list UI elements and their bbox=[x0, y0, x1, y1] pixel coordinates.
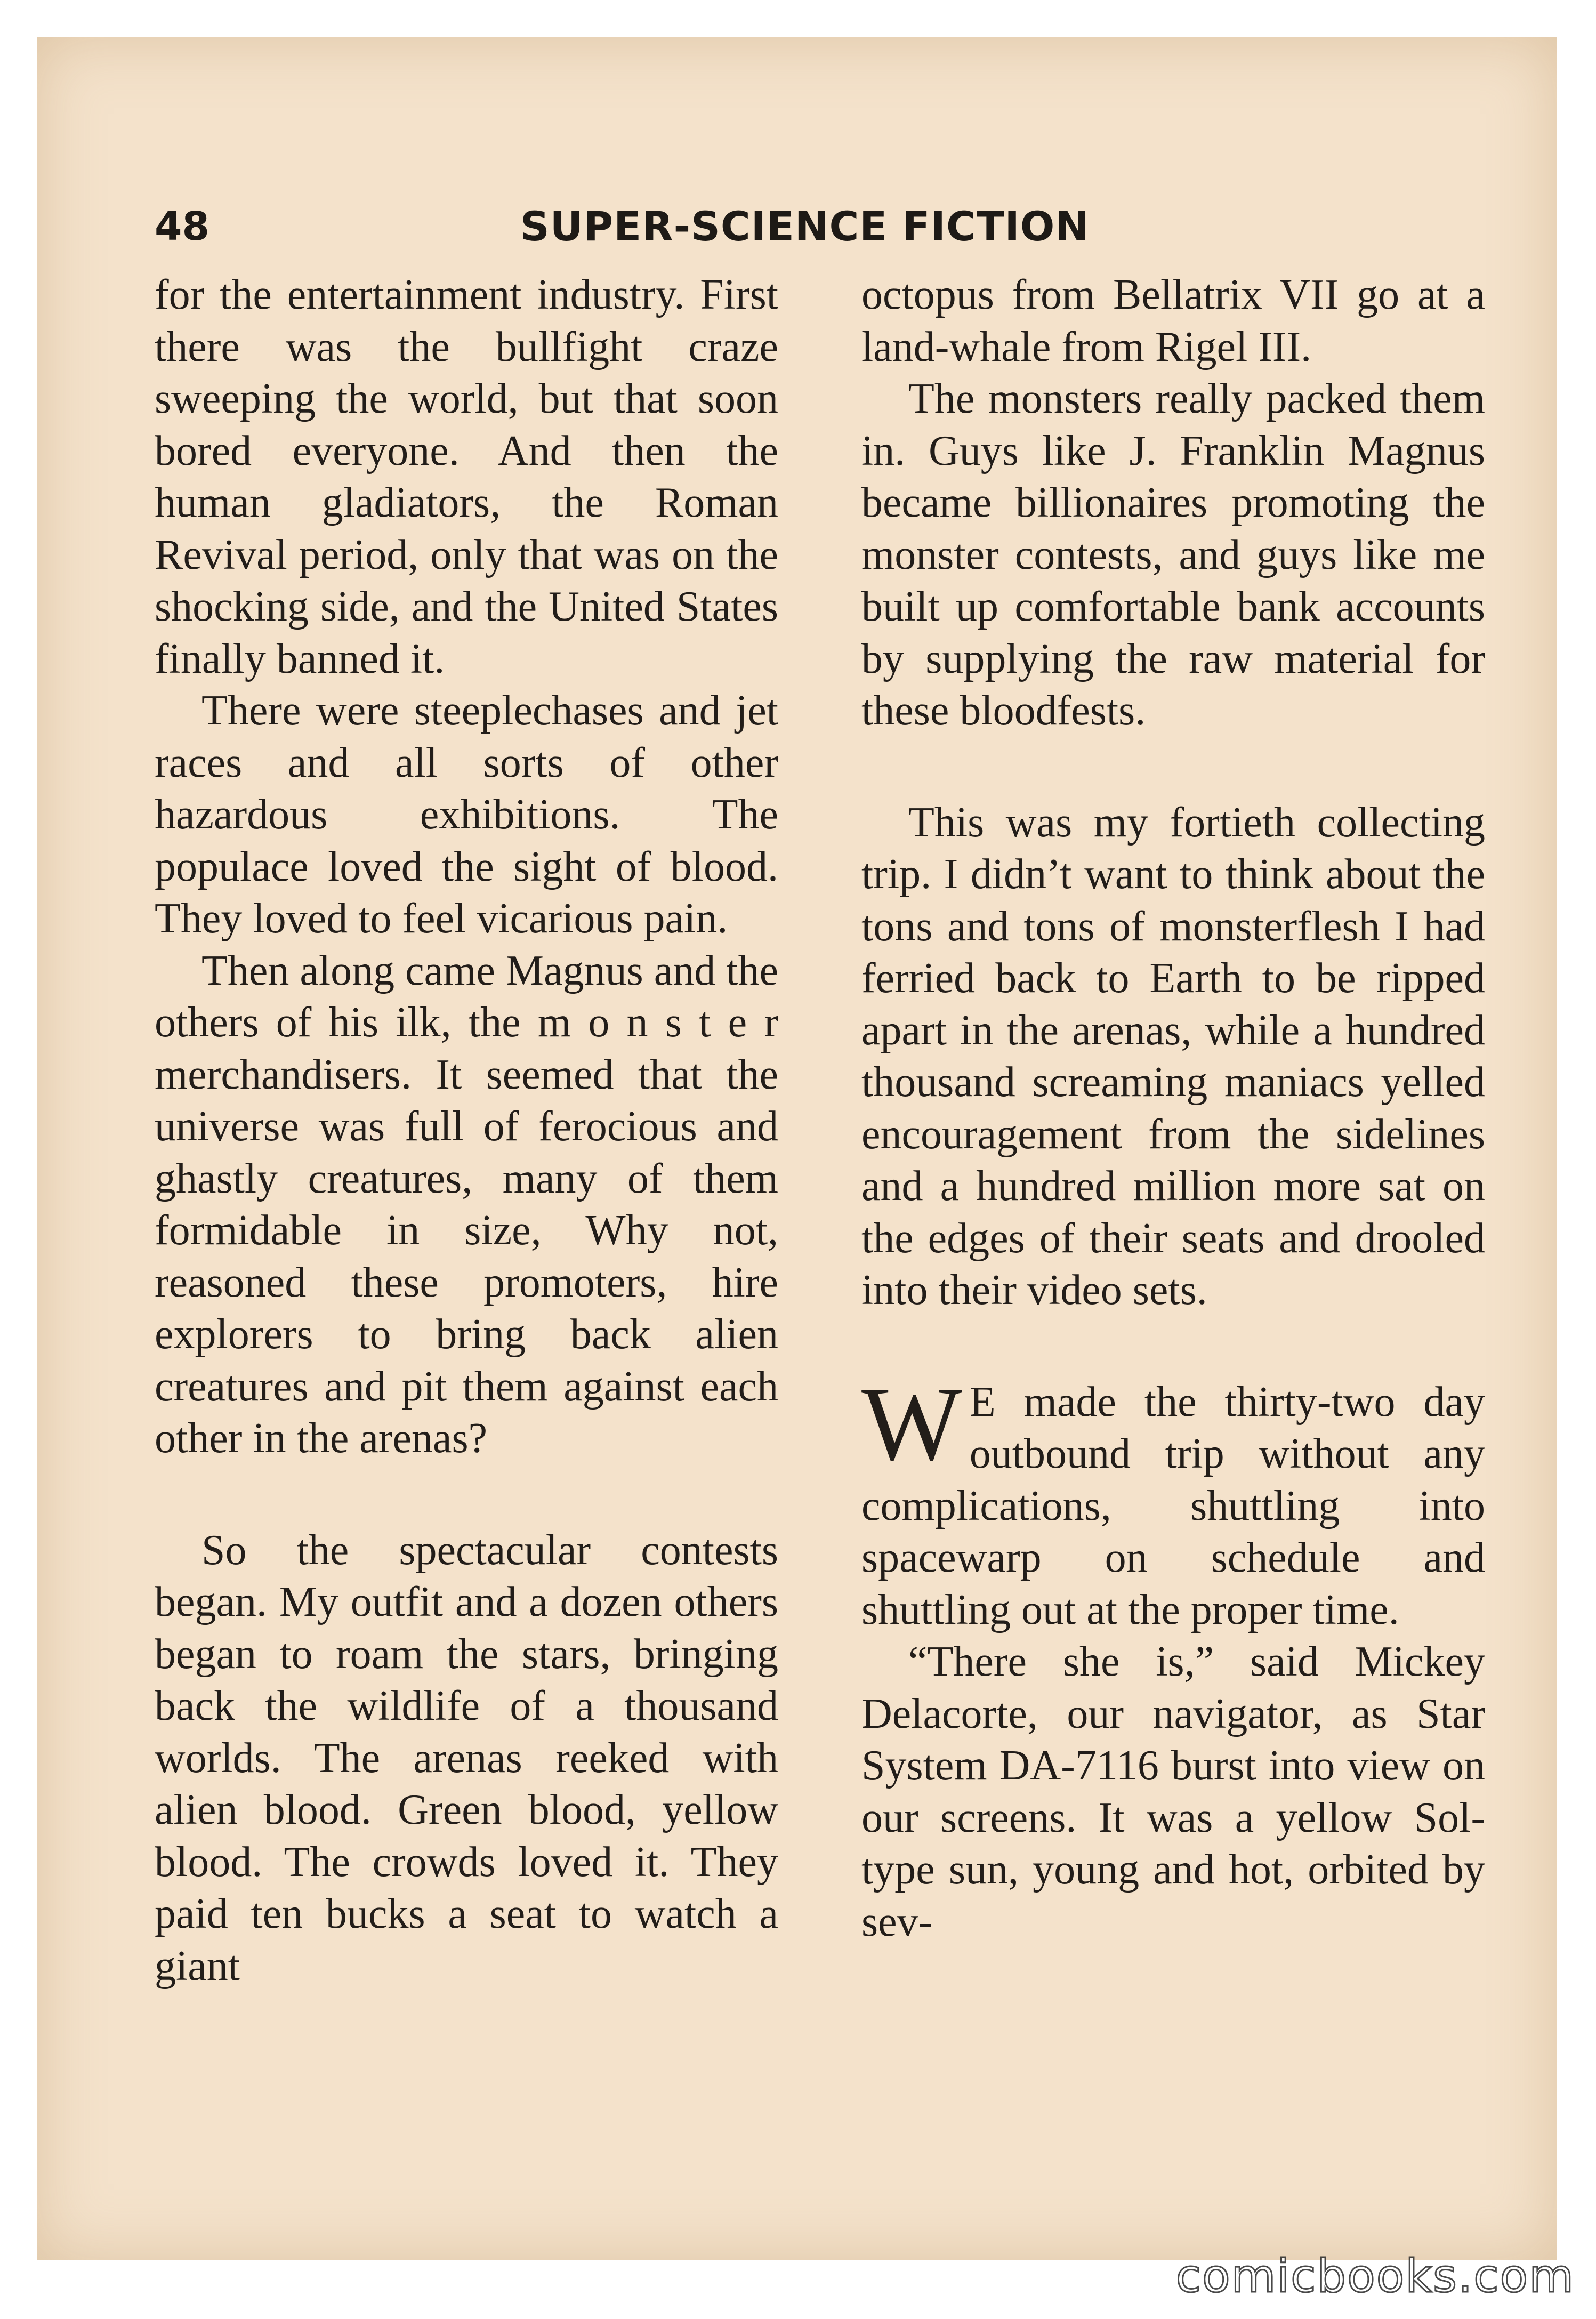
page-number: 48 bbox=[155, 204, 209, 249]
paragraph: The monsters really packed them in. Guys like J. Franklin Magnus became billionaires promoting the monster contests, and guys like me built up comfortable bank accounts by supplying the raw material for these bloodfests. bbox=[861, 375, 1485, 734]
paragraph: octopus from Bellatrix VII go at a land-whale from Rigel III. bbox=[861, 271, 1485, 371]
watermark: comicbooks.com bbox=[1175, 2250, 1575, 2303]
paragraph: for the entertainment industry. First there was the bullfight craze sweeping the world, but that soon bored everyone. And then the human gladiators, the Roman Revival period, only that was on the shocking side, and the United States finally banned it. bbox=[155, 271, 778, 682]
page-header bbox=[155, 197, 1455, 256]
running-title: SUPER-SCIENCE FICTION bbox=[520, 203, 1090, 250]
right-column bbox=[861, 269, 1485, 2178]
left-column bbox=[155, 269, 778, 2178]
section-opening-paragraph bbox=[861, 1365, 1485, 1637]
paragraph: So the spectacular contests began. My outfit and a dozen others began to roam the stars, bringing back the wildlife of a thousand worlds. The arenas reeked with alien blood. Green blood, yellow blood. The crowds loved it. They paid ten bucks a seat to watch a giant bbox=[155, 1526, 778, 1990]
paragraph: “There she is,” said Mickey Delacorte, our navigator, as Star System DA-7116 burst into view on our screens. It was a yellow Sol-type sun, young and hot, orbited by sev- bbox=[861, 1638, 1485, 1945]
drop-cap: W bbox=[861, 1365, 962, 1483]
paragraph: There were steeplechases and jet races and all sorts of other hazardous exhibitions. The populace loved the sight of blood. They loved to feel vicarious pain. bbox=[155, 687, 778, 942]
text-columns bbox=[155, 269, 1485, 2178]
magazine-page bbox=[37, 37, 1557, 2260]
paragraph: Then along came Magnus and the others of his ilk, the m o n s t e r merchandisers. It seemed that the universe was full of ferocious and ghastly creatures, many of them formidable in size, Why not, reasoned these promoters, hire explorers to bring back alien creatures and pit them against each other in the arenas? bbox=[155, 947, 778, 1462]
section-opening-text: E made the thirty-two day outbound trip without any complications, shuttling into spacewarp on schedule and shuttling out at the proper time. bbox=[861, 1378, 1485, 1633]
paragraph: This was my fortieth collecting trip. I didn’t want to think about the tons and tons of monsterflesh I had ferried back to Earth to be ripped apart in the arenas, while a hundred thousand screaming maniacs yelled encouragement from the sidelines and a hundred million more sat on the edges of their seats and drooled into their video sets. bbox=[861, 799, 1485, 1314]
